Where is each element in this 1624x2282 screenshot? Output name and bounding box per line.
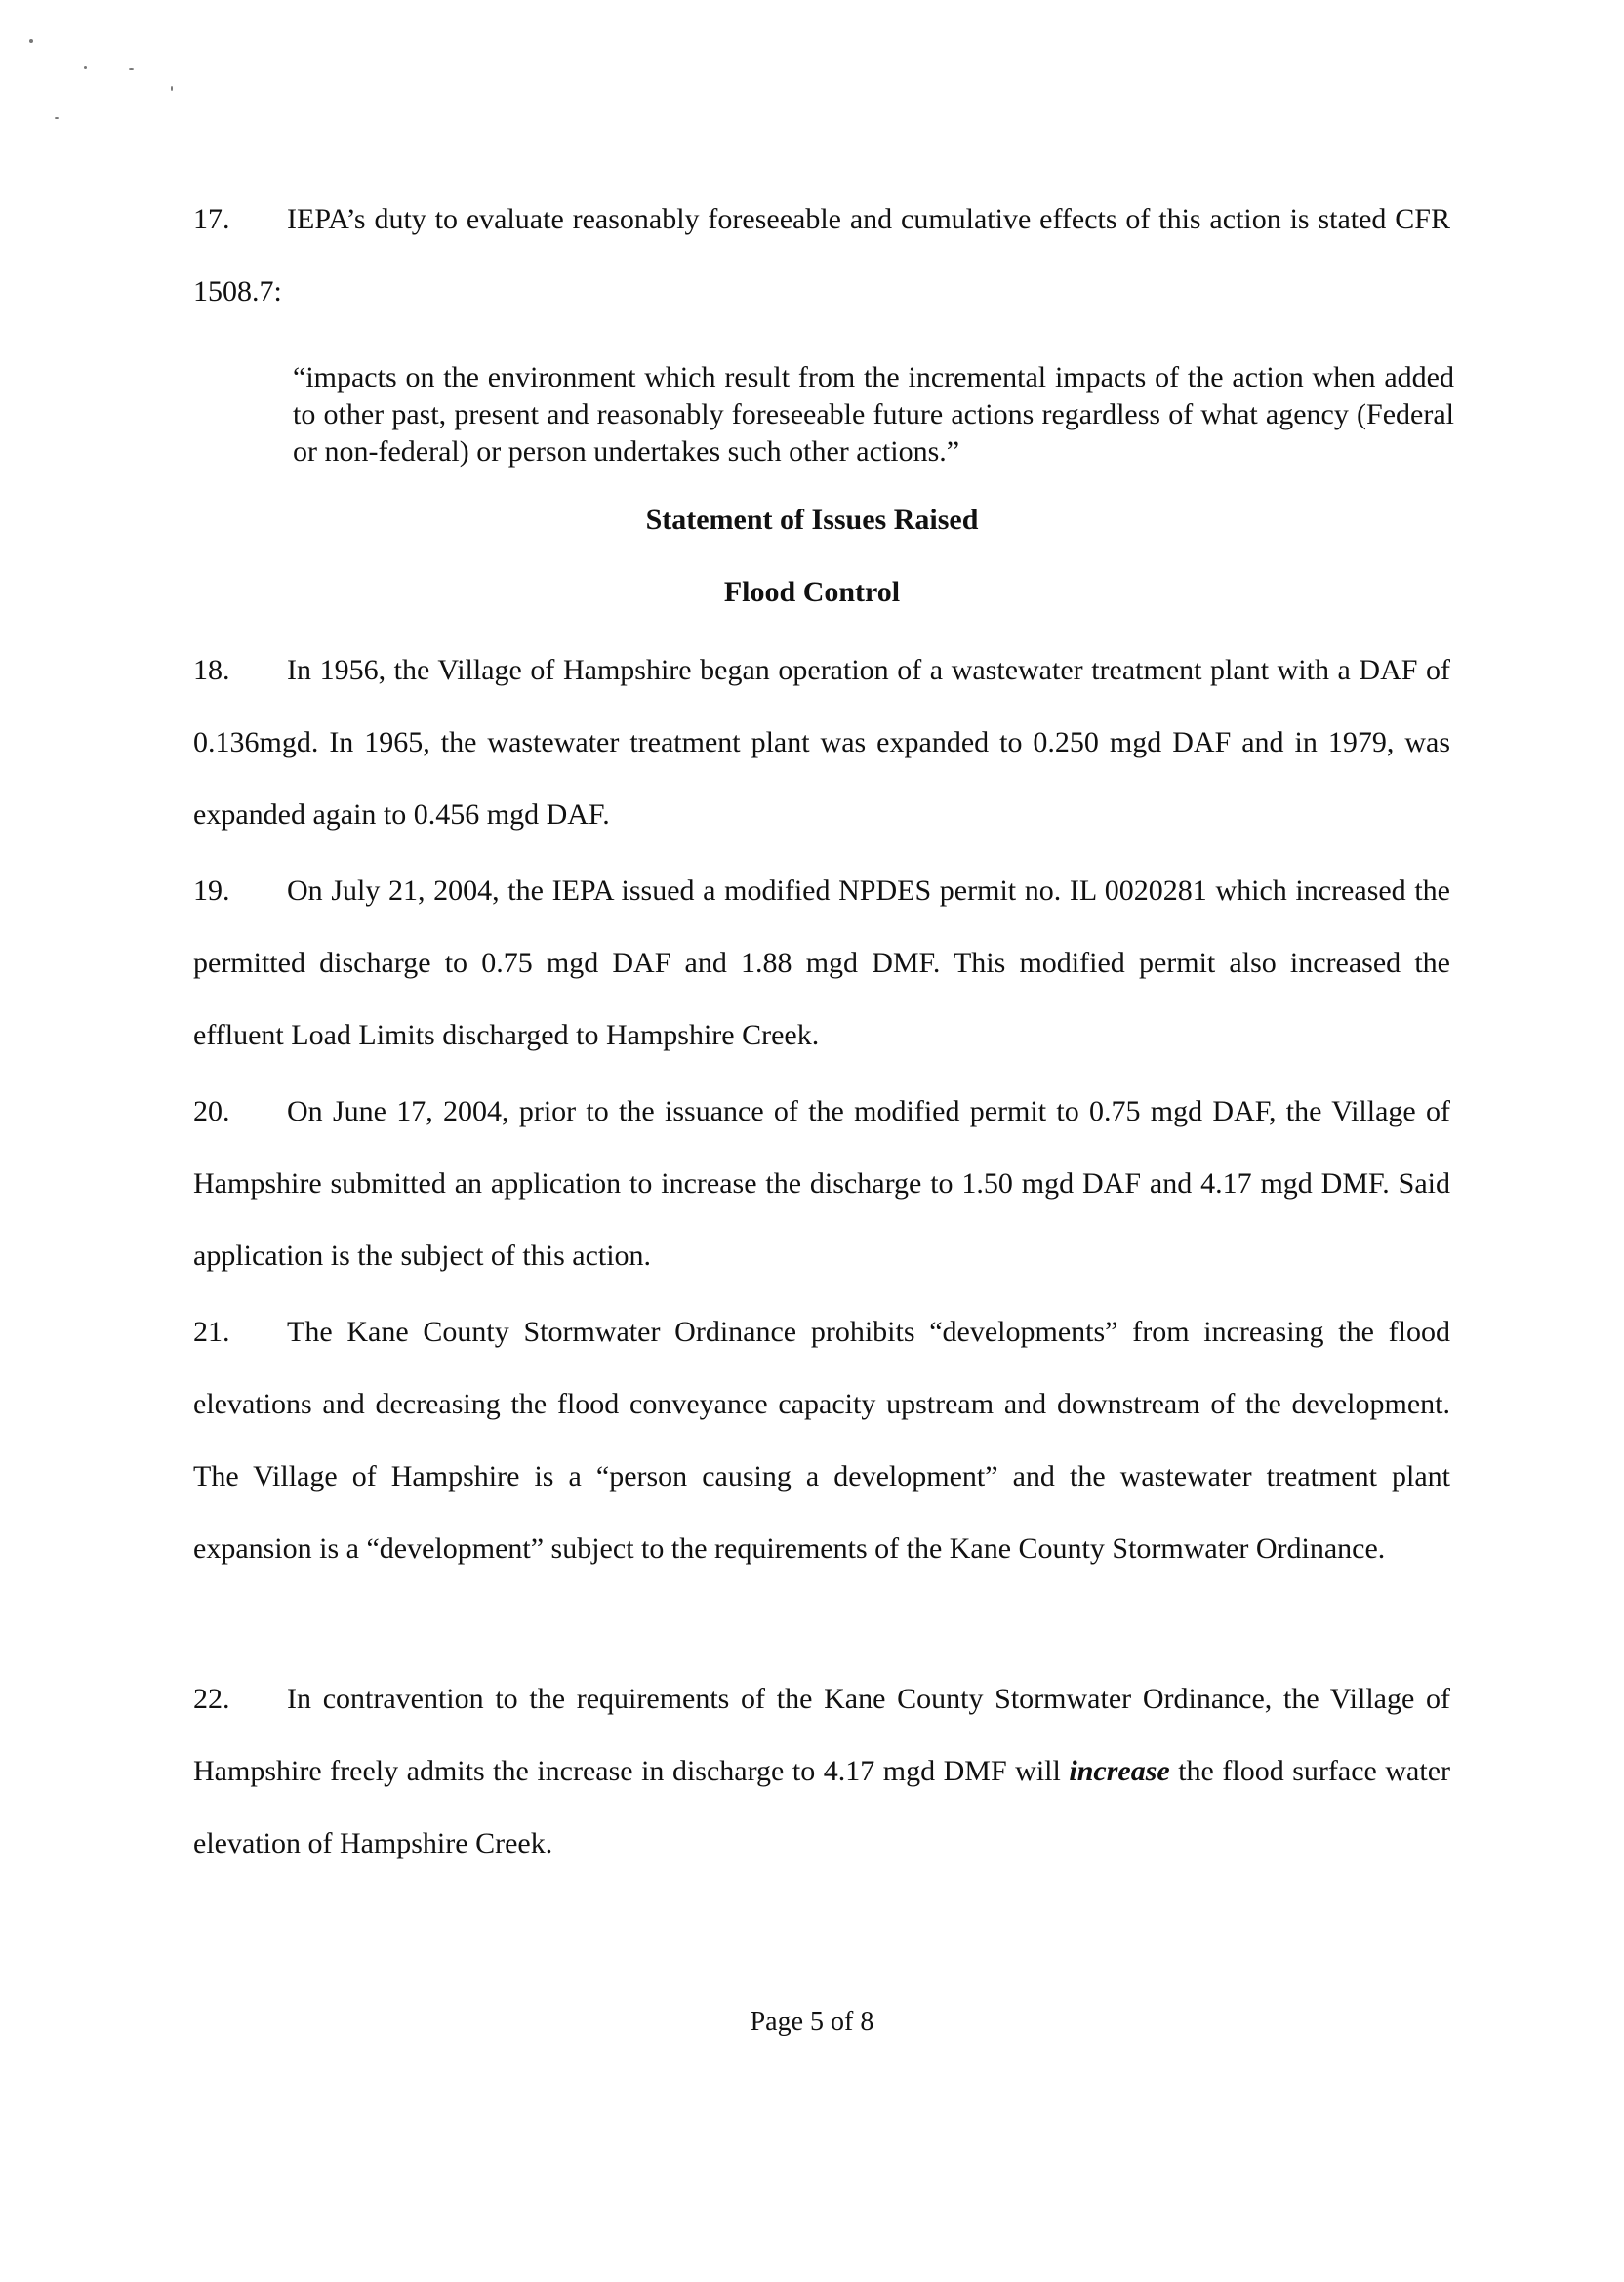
page-footer: Page 5 of 8 <box>750 2007 874 2037</box>
paragraph-20 <box>193 1076 1450 1292</box>
paragraph-text: In contravention to the requirements of the Kane County Stormwater Ordinance, the Village of Hampshire freely admits the increase in discharge to 4.17 mgd DMF will <box>193 1683 1450 1787</box>
scan-speck <box>171 86 173 91</box>
paragraph-18 <box>193 634 1450 851</box>
block-quote: “impacts on the environment which result from the incremental impacts of the action when added to other past, present and reasonably foreseeable future actions regardless of what agency (Federal or non-federal) or person undertakes such other actions.” <box>293 361 1454 468</box>
paragraph-text: IEPA’s duty to evaluate reasonably foreseeable and cumulative effects of this action is stated CFR 1508.7: <box>193 203 1450 307</box>
paragraph-21 <box>193 1296 1450 1585</box>
paragraph-number: 22. <box>193 1683 230 1715</box>
paragraph-number: 20. <box>193 1095 230 1127</box>
paragraph-number: 17. <box>193 203 230 235</box>
section-heading: Statement of Issues Raised <box>645 504 979 536</box>
paragraph-22 <box>193 1663 1450 1880</box>
paragraph-text-end: the flood surface water elevation of Hampshire Creek. <box>193 1755 1450 1859</box>
paragraph-number: 21. <box>193 1316 230 1348</box>
scan-speck <box>55 117 59 119</box>
paragraph-number: 19. <box>193 875 230 907</box>
paragraph-text: In 1956, the Village of Hampshire began operation of a wastewater treatment plant with a DAF of 0.136mgd. In 1965, the wastewater treatment plant was expanded to 0.250 mgd DAF and in 1979, was expanded again to 0.456 mgd DAF. <box>193 654 1450 831</box>
paragraph-text: On June 17, 2004, prior to the issuance of the modified permit to 0.75 mgd DAF, the Village of Hampshire submitted an application to increase the discharge to 1.50 mgd DAF and 4.17 mgd DMF. Said application is the subject of this action. <box>193 1095 1450 1272</box>
subsection-heading: Flood Control <box>723 576 901 608</box>
paragraph-number: 18. <box>193 654 230 686</box>
scan-speck <box>84 66 87 69</box>
paragraph-text: On July 21, 2004, the IEPA issued a modified NPDES permit no. IL 0020281 which increased the permitted discharge to 0.75 mgd DAF and 1.88 mgd DMF. This modified permit also increased the effluent Load Limits discharged to Hampshire Creek. <box>193 875 1450 1051</box>
paragraph-17 <box>193 183 1450 328</box>
paragraph-text: The Kane County Stormwater Ordinance prohibits “developments” from increasing the flood elevations and decreasing the flood conveyance capacity upstream and downstream of the development. The Village of Hampshire is a “person causing a development” and the wastewater treatment plant expansion is a “development” subject to the requirements of the Kane County Stormwater Ordinance. <box>193 1316 1450 1565</box>
emphasis-text: increase <box>1069 1755 1170 1787</box>
scan-speck <box>29 39 33 43</box>
paragraph-19 <box>193 855 1450 1072</box>
scan-speck <box>129 68 134 70</box>
